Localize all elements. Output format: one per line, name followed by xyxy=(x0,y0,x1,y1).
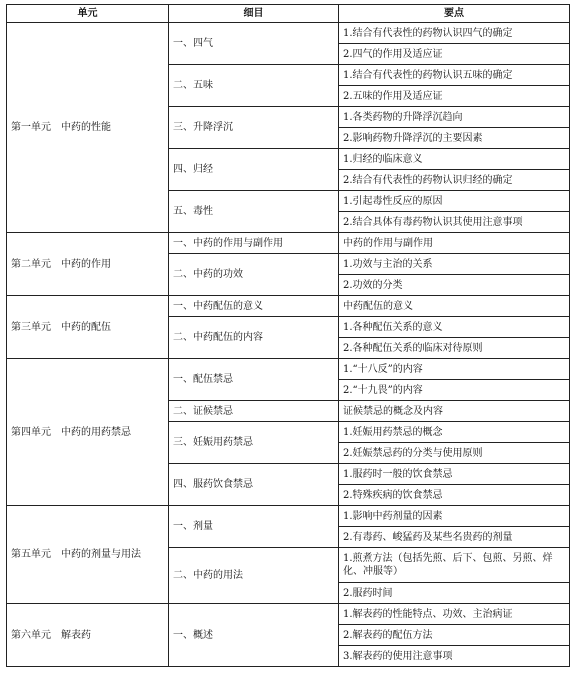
point-cell: 2.功效的分类 xyxy=(339,275,570,296)
unit-cell: 第六单元 解表药 xyxy=(7,604,169,667)
header-row xyxy=(7,5,570,23)
table-row xyxy=(7,23,570,44)
topic-cell: 二、中药配伍的内容 xyxy=(169,317,339,359)
point-cell: 2.各种配伍关系的临床对待原则 xyxy=(339,338,570,359)
point-cell: 2.五味的作用及适应证 xyxy=(339,86,570,107)
point-cell: 1.解表药的性能特点、功效、主治病证 xyxy=(339,604,570,625)
point-cell: 1.煎煮方法（包括先煎、后下、包煎、另煎、烊化、冲服等） xyxy=(339,548,570,583)
point-cell: 中药的作用与副作用 xyxy=(339,233,570,254)
point-cell: 1.各类药物的升降浮沉趋向 xyxy=(339,107,570,128)
topic-cell: 一、四气 xyxy=(169,23,339,65)
table-row xyxy=(7,604,570,625)
point-cell: 1.功效与主治的关系 xyxy=(339,254,570,275)
topic-cell: 一、中药配伍的意义 xyxy=(169,296,339,317)
point-cell: 1.妊娠用药禁忌的概念 xyxy=(339,422,570,443)
header-topic: 细目 xyxy=(169,5,339,23)
table-body xyxy=(7,23,570,667)
point-cell: 2.结合有代表性的药物认识归经的确定 xyxy=(339,170,570,191)
topic-cell: 一、配伍禁忌 xyxy=(169,359,339,401)
topic-cell: 二、五味 xyxy=(169,65,339,107)
topic-cell: 二、证候禁忌 xyxy=(169,401,339,422)
point-cell: 中药配伍的意义 xyxy=(339,296,570,317)
unit-cell: 第二单元 中药的作用 xyxy=(7,233,169,296)
header-point: 要点 xyxy=(339,5,570,23)
header-unit: 单元 xyxy=(7,5,169,23)
point-cell: 1.结合有代表性的药物认识四气的确定 xyxy=(339,23,570,44)
topic-cell: 一、中药的作用与副作用 xyxy=(169,233,339,254)
topic-cell: 四、服药饮食禁忌 xyxy=(169,464,339,506)
table-row xyxy=(7,296,570,317)
topic-cell: 一、剂量 xyxy=(169,506,339,548)
point-cell: 3.解表药的使用注意事项 xyxy=(339,646,570,667)
unit-cell: 第三单元 中药的配伍 xyxy=(7,296,169,359)
point-cell: 2.服药时间 xyxy=(339,583,570,604)
point-cell: 1.服药时一般的饮食禁忌 xyxy=(339,464,570,485)
topic-cell: 一、概述 xyxy=(169,604,339,667)
point-cell: 2.解表药的配伍方法 xyxy=(339,625,570,646)
table-row xyxy=(7,506,570,527)
point-cell: 2.妊娠禁忌药的分类与使用原则 xyxy=(339,443,570,464)
topic-cell: 五、毒性 xyxy=(169,191,339,233)
point-cell: 证候禁忌的概念及内容 xyxy=(339,401,570,422)
point-cell: 2.影响药物升降浮沉的主要因素 xyxy=(339,128,570,149)
point-cell: 2.“十九畏”的内容 xyxy=(339,380,570,401)
point-cell: 2.结合具体有毒药物认识其使用注意事项 xyxy=(339,212,570,233)
table-row xyxy=(7,359,570,380)
point-cell: 1.归经的临床意义 xyxy=(339,149,570,170)
unit-cell: 第一单元 中药的性能 xyxy=(7,23,169,233)
topic-cell: 二、中药的功效 xyxy=(169,254,339,296)
unit-cell: 第五单元 中药的剂量与用法 xyxy=(7,506,169,604)
point-cell: 2.有毒药、峻猛药及某些名贵药的剂量 xyxy=(339,527,570,548)
unit-cell: 第四单元 中药的用药禁忌 xyxy=(7,359,169,506)
table-row xyxy=(7,233,570,254)
point-cell: 1.“十八反”的内容 xyxy=(339,359,570,380)
topic-cell: 二、中药的用法 xyxy=(169,548,339,604)
point-cell: 1.各种配伍关系的意义 xyxy=(339,317,570,338)
topic-cell: 四、归经 xyxy=(169,149,339,191)
syllabus-table xyxy=(6,4,570,667)
point-cell: 2.特殊疾病的饮食禁忌 xyxy=(339,485,570,506)
point-cell: 2.四气的作用及适应证 xyxy=(339,44,570,65)
point-cell: 1.结合有代表性的药物认识五味的确定 xyxy=(339,65,570,86)
topic-cell: 三、升降浮沉 xyxy=(169,107,339,149)
point-cell: 1.影响中药剂量的因素 xyxy=(339,506,570,527)
point-cell: 1.引起毒性反应的原因 xyxy=(339,191,570,212)
topic-cell: 三、妊娠用药禁忌 xyxy=(169,422,339,464)
